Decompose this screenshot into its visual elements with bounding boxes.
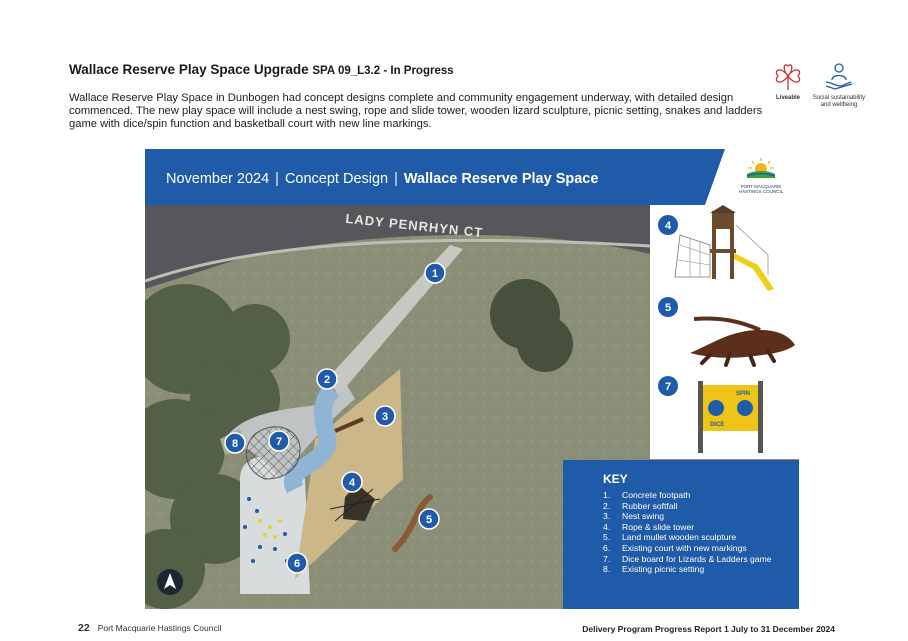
strategy-badges [768,60,868,110]
key-item: 3. Nest swing [603,511,665,522]
banner-date: November 2024 [166,171,270,187]
badge-label: Liveable [775,95,800,101]
svg-text:3: 3 [381,411,389,423]
logo-line-1: PORT MACQUARIE [740,184,782,189]
clover-heart-icon [771,60,805,92]
council-logo [731,157,791,199]
sun-logo-icon [744,157,778,179]
key-item: 2. Rubber softfall [603,500,678,511]
key-item: 1. Concrete footpath [603,490,691,500]
svg-text:5: 5 [664,302,672,314]
badge-label: Social sustainability and wellbeing [812,95,866,108]
section-heading [69,62,454,77]
map-marker [269,431,289,451]
page-footer-left [78,622,221,634]
logo-line-2: HASTINGS COUNCIL [738,189,784,194]
map-marker [419,509,439,529]
badge-social [810,60,868,109]
key-item: 4. Rope & slide tower [603,521,695,532]
intro-paragraph: Wallace Reserve Play Space in Dunbogen had concept designs complete and community engagement underway, with detailed design commenced. The new play space will include a nest swing, rope and slide tower, wooden lizard sculpture, picnic setting, snakes and ladders game with dice/spin function and basketball court with new line markings. [69,92,763,131]
spin-label: SPIN [736,391,751,397]
map-marker [425,263,445,283]
product-images [650,205,799,459]
key-item: 7. Dice board for Lizards & Ladders game [603,553,772,564]
banner-stage: Concept Design [284,171,389,187]
svg-text:6: 6 [293,558,301,570]
badge-liveable [768,60,808,102]
svg-text:8: 8 [231,438,239,450]
key-list [603,490,772,575]
svg-text:2: 2 [323,374,331,386]
svg-text:1: 1 [431,268,439,280]
dice-board-image [698,381,763,453]
north-arrow-icon [157,569,183,595]
footer-org: Port Macquarie Hastings Council [97,623,222,633]
person-hand-icon [823,60,855,92]
key-item: 5. Land mullet wooden sculpture [603,532,737,543]
dice-label: DICE [710,422,725,428]
project-code-status: SPA 09_L3.2 - In Progress [312,65,454,77]
rope-slide-tower-image [675,205,774,291]
key-title: KEY [603,472,628,486]
svg-text:4: 4 [664,220,672,232]
map-marker [225,433,245,453]
project-title: Wallace Reserve Play Space Upgrade [69,62,309,77]
side-marker [658,297,678,317]
side-marker [658,215,678,235]
svg-text:7: 7 [664,381,672,393]
svg-text:4: 4 [348,477,356,489]
map-marker [287,553,307,573]
banner-title: November 2024 | Concept Design | Wallace Reserve Play Space [166,171,599,187]
page-number: 22 [78,622,90,634]
map-marker [342,472,362,492]
banner-project: Wallace Reserve Play Space [403,171,599,187]
concept-design-poster [145,149,799,609]
map-marker [317,369,337,389]
page-footer-right: Delivery Program Progress Report 1 July to 31 December 2024 [582,624,835,634]
key-item: 6. Existing court with new markings [603,542,747,553]
product-images-panel [650,205,799,459]
map-key [563,460,799,609]
street-label: LADY PENRHYN CT [344,210,484,241]
svg-text:5: 5 [425,514,433,526]
svg-text:7: 7 [275,436,283,448]
lizard-sculpture-image [690,318,795,365]
map-marker [375,406,395,426]
side-marker [658,376,678,396]
key-item: 8. Existing picnic setting [603,564,705,575]
